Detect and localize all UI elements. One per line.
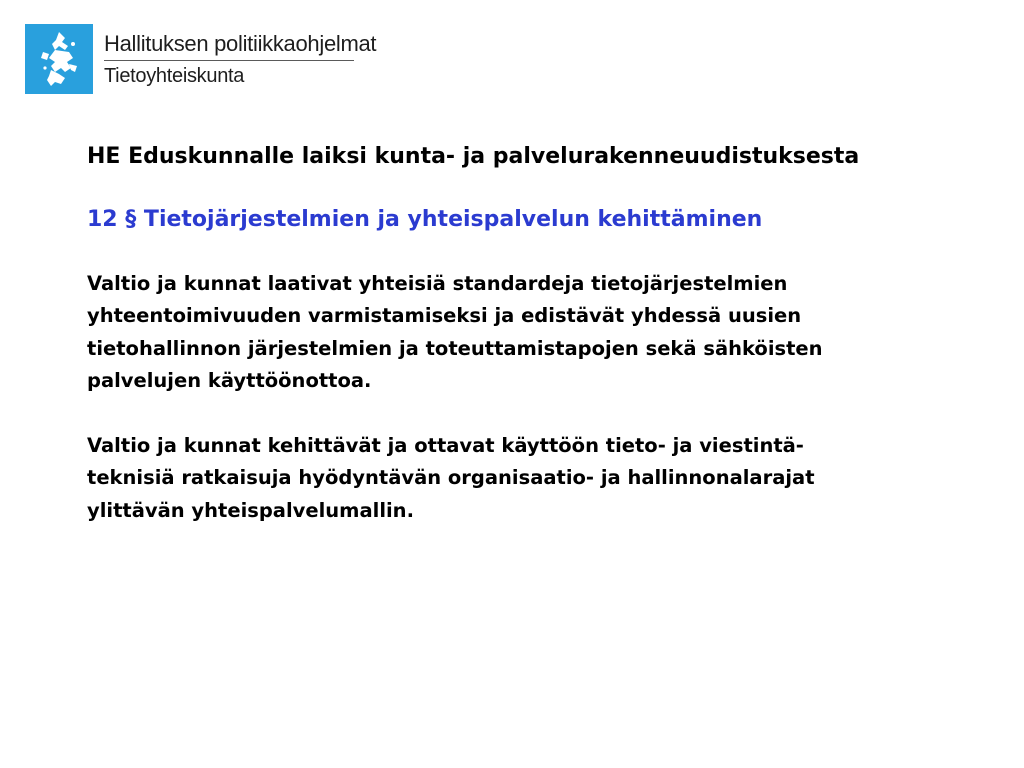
paragraph-line: ylittävän yhteispalvelumallin. — [87, 498, 414, 522]
logo-subtitle: Tietoyhteiskunta — [104, 65, 245, 87]
paragraph-standards — [87, 268, 987, 397]
slide-title: HE Eduskunnalle laiksi kunta- ja palvelurakenneuudistuksesta — [87, 144, 860, 169]
logo-divider — [104, 60, 354, 61]
finnish-lion-emblem-icon — [25, 24, 93, 94]
paragraph-line: Valtio ja kunnat laativat yhteisiä standardeja tietojärjestelmien — [87, 272, 788, 295]
paragraph-line: teknisiä ratkaisuja hyödyntävän organisaatio- ja hallinnonalarajat — [87, 466, 815, 490]
slide-content — [87, 142, 987, 527]
paragraph-line: palvelujen käyttöönottoa. — [87, 368, 372, 392]
logo-emblem — [25, 24, 93, 94]
paragraph-line: tietohallinnon järjestelmien ja toteuttamistapojen sekä sähköisten — [87, 336, 823, 360]
logo-title: Hallituksen politiikkaohjelmat — [104, 31, 377, 56]
paragraph-line: yhteentoimivuuden varmistamiseksi ja edistävät yhdessä uusien — [87, 304, 802, 328]
logo-wordmark — [104, 31, 376, 88]
paragraph-line: Valtio ja kunnat kehittävät ja ottavat käyttöön tieto- ja viestintä- — [87, 434, 804, 458]
section-heading: 12 § Tietojärjestelmien ja yhteispalvelun kehittäminen — [87, 207, 763, 232]
paragraph-service-model — [87, 430, 987, 527]
